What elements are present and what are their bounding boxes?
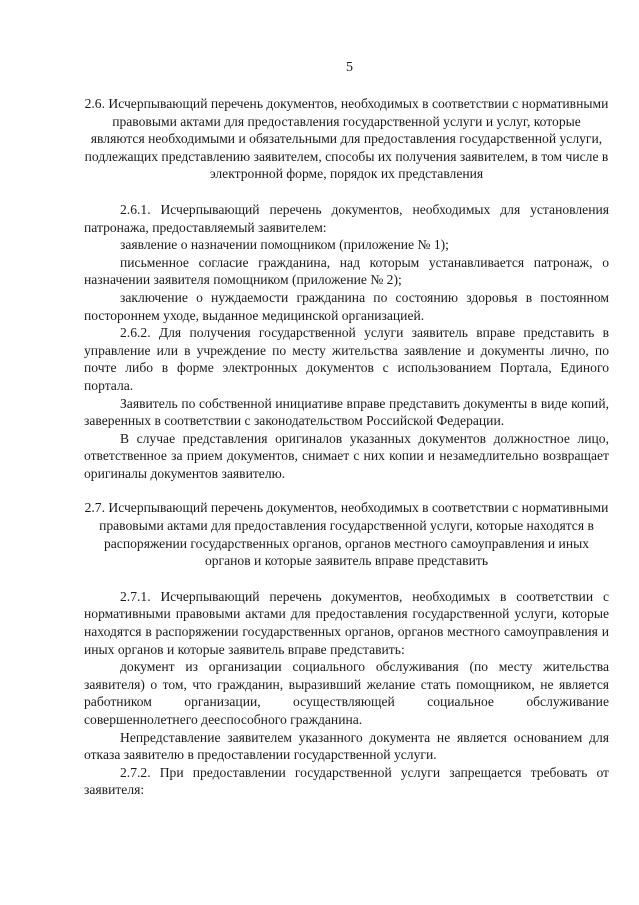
para-2-7-1: 2.7.1. Исчерпывающий перечень документов, необходимых в соответствии с нормативными правовыми актами для предоставления государственной услуги, которые находятся в распоряжении государственных органов, органов местного самоуправления и иных органов и которые заявитель вправе представить: <box>84 588 609 657</box>
para-non-submission: Непредставление заявителем указанного документа не является основанием для отказа заявителю в предоставлении государственной услуги. <box>84 729 609 763</box>
para-2-6-2: 2.6.2. Для получения государственной услуги заявитель вправе представить в управление или в учреждение по месту жительства заявление и документы лично, по почте либо в форме электронных документов с использованием Портала, Единого портала. <box>84 325 609 393</box>
para-originals: В случае представления оригиналов указанных документов должностное лицо, ответственное за прием документов, снимает с них копии и незамедлительно возвращает оригиналы документов заявителю. <box>84 430 609 481</box>
list-item-application: заявление о назначении помощником (приложение № 1); <box>120 237 449 253</box>
section-2-6-heading: 2.6. Исчерпывающий перечень документов, необходимых в соответствии с нормативными правовыми актами для предоставления государственной услуги и услуг, которые являются необходимыми и обязательными для предоставления государственной услуги, подлежащих представлению заявителем, способы их получения заявителем, в том числе в электронной форме, порядок их представления <box>84 96 609 182</box>
section-2-7-heading: 2.7. Исчерпывающий перечень документов, необходимых в соответствии с нормативными правовыми актами для предоставления государственной услуги, которые находятся в распоряжении государственных органов, органов местного самоуправления и иных органов и которые заявитель вправе представить <box>84 500 609 569</box>
para-2-6-1: 2.6.1. Исчерпывающий перечень документов, необходимых для установления патронажа, предоставляемый заявителем: <box>84 201 609 235</box>
para-2-7-2: 2.7.2. При предоставлении государственной услуги запрещается требовать от заявителя: <box>84 764 609 798</box>
list-item-social-service-document: документ из организации социального обслуживания (по месту жительства заявителя) о том, что гражданин, выразивший желание стать помощником, не является работником организации, осуществляющей социальное обслуживание совершеннолетнего дееспособного гражданина. <box>84 659 609 727</box>
page-number: 5 <box>346 60 353 75</box>
para-copies: Заявитель по собственной инициативе вправе представить документы в виде копий, заверенных в соответствии с законодательством Российской Федерации. <box>84 395 609 429</box>
list-item-medical-conclusion: заключение о нуждаемости гражданина по состоянию здоровья в постоянном постороннем уходе, выданное медицинской организацией. <box>84 289 609 323</box>
section-spacer <box>84 482 609 499</box>
list-item-written-consent: письменное согласие гражданина, над которым устанавливается патронаж, о назначении заявителя помощником (приложение № 2); <box>84 254 609 288</box>
